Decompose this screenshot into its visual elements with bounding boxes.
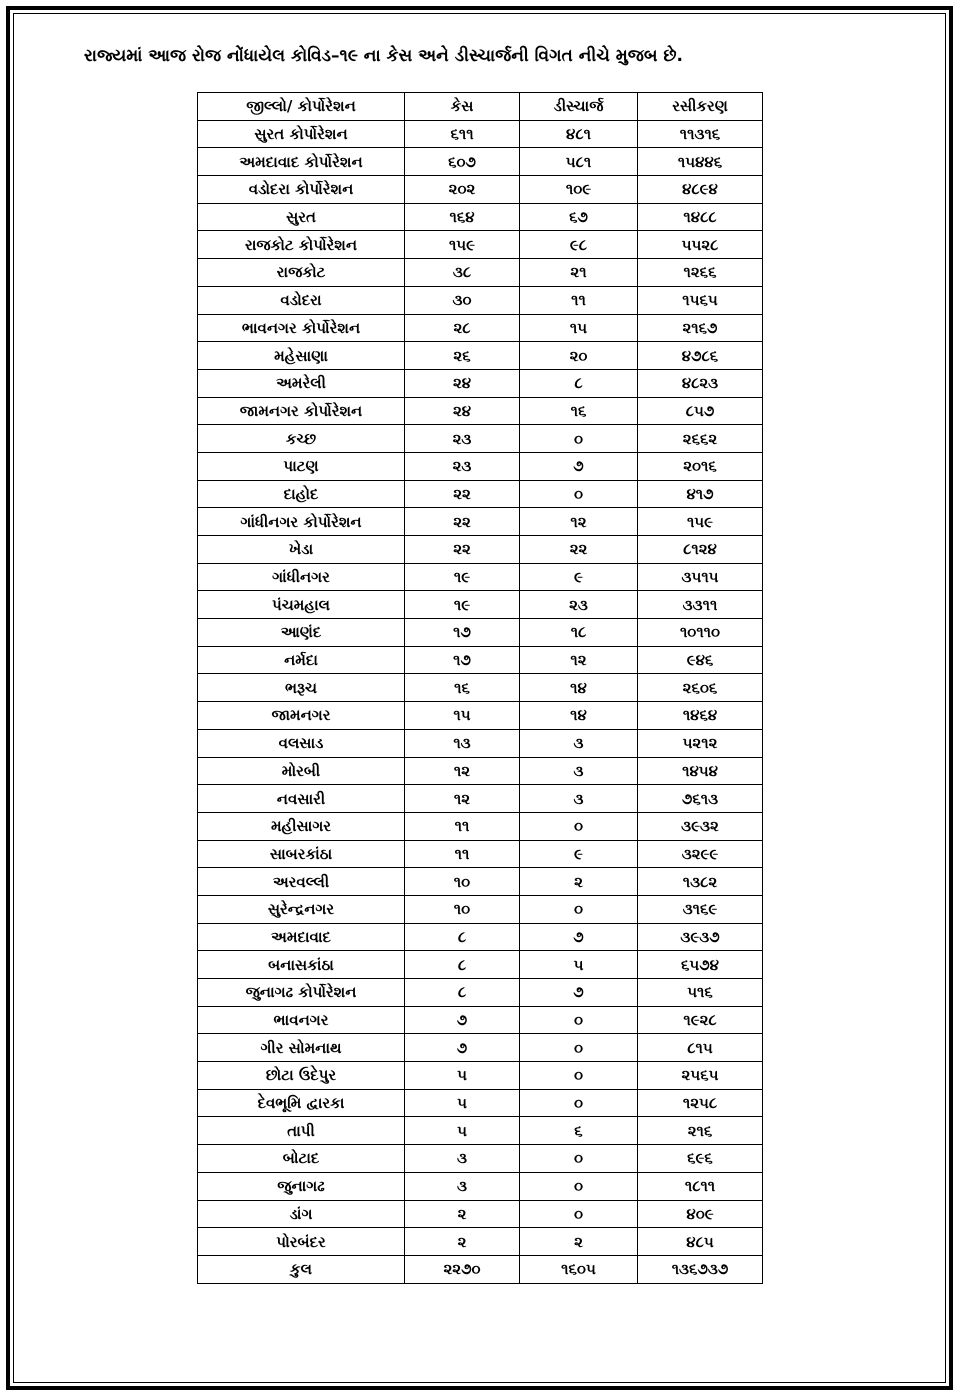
- cell-cases: ૧૨: [405, 757, 520, 785]
- cell-cases: ૮: [405, 979, 520, 1007]
- cell-cases: ૧૬૪: [405, 203, 520, 231]
- table-row: [198, 397, 763, 425]
- cell-vaccination: ૪૮૯૪: [638, 176, 763, 204]
- cell-cases: ૧૭: [405, 646, 520, 674]
- cell-discharge: ૭: [520, 979, 638, 1007]
- table-body: [198, 120, 763, 1283]
- cell-district: ગાંધીનગર: [198, 563, 405, 591]
- cell-district: રાજકોટ કોર્પોરેશન: [198, 231, 405, 259]
- cell-district: ભાવનગર: [198, 1006, 405, 1034]
- cell-vaccination: ૩૨૯૯: [638, 840, 763, 868]
- table-row: [198, 646, 763, 674]
- cell-cases: ૫: [405, 1117, 520, 1145]
- cell-vaccination: ૪૦૯: [638, 1200, 763, 1228]
- cell-vaccination: ૧૫૬૫: [638, 286, 763, 314]
- cell-vaccination: ૧૩૮૨: [638, 868, 763, 896]
- cell-vaccination: ૩૩૧૧: [638, 591, 763, 619]
- cell-cases: ૨: [405, 1200, 520, 1228]
- cell-vaccination: ૧૩૬૭૩૭: [638, 1255, 763, 1283]
- cell-discharge: ૧૮: [520, 619, 638, 647]
- table-row: [198, 1006, 763, 1034]
- table-row: [198, 619, 763, 647]
- cell-vaccination: ૪૧૭: [638, 480, 763, 508]
- cell-district: જામનગર: [198, 702, 405, 730]
- table-row: [198, 1062, 763, 1090]
- cell-cases: ૧૦: [405, 895, 520, 923]
- cell-vaccination: ૪૭૮૬: [638, 342, 763, 370]
- cell-district: વડોદરા: [198, 286, 405, 314]
- table-total-row: [198, 1255, 763, 1283]
- cell-district: બોટાદ: [198, 1145, 405, 1173]
- cell-discharge: ૩: [520, 785, 638, 813]
- cell-vaccination: ૧૨૫૮: [638, 1089, 763, 1117]
- cell-vaccination: ૧૫૪૪૬: [638, 148, 763, 176]
- table-row: [198, 729, 763, 757]
- cell-district: સુરેન્દ્રનગર: [198, 895, 405, 923]
- table-row: [198, 480, 763, 508]
- cell-district: ખેડા: [198, 536, 405, 564]
- cell-vaccination: ૫૧૬: [638, 979, 763, 1007]
- cell-discharge: ૧૨: [520, 646, 638, 674]
- cell-district: ડાંગ: [198, 1200, 405, 1228]
- cell-district: વલસાડ: [198, 729, 405, 757]
- cell-vaccination: ૧૦૧૧૦: [638, 619, 763, 647]
- cell-vaccination: ૩૧૬૯: [638, 895, 763, 923]
- cell-cases: ૨૩: [405, 425, 520, 453]
- table-row: [198, 785, 763, 813]
- table-row: [198, 674, 763, 702]
- table-row: [198, 840, 763, 868]
- cell-vaccination: ૨૬૦૬: [638, 674, 763, 702]
- cell-discharge: ૦: [520, 895, 638, 923]
- cell-discharge: ૨૨: [520, 536, 638, 564]
- cell-cases: ૭: [405, 1006, 520, 1034]
- cell-district: દેવભૂમિ દ્વારકા: [198, 1089, 405, 1117]
- table-row: [198, 452, 763, 480]
- cell-district: જુનાગઢ: [198, 1172, 405, 1200]
- cell-cases: ૭: [405, 1034, 520, 1062]
- cell-cases: ૩૦: [405, 286, 520, 314]
- cell-discharge: ૨૦: [520, 342, 638, 370]
- table-row: [198, 286, 763, 314]
- cell-district: બનાસકાંઠા: [198, 951, 405, 979]
- cell-cases: ૧૬: [405, 674, 520, 702]
- table-row: [198, 563, 763, 591]
- cell-discharge: ૫૮૧: [520, 148, 638, 176]
- cell-cases: ૧૫૯: [405, 231, 520, 259]
- cell-vaccination: ૩૫૧૫: [638, 563, 763, 591]
- cell-discharge: ૩: [520, 757, 638, 785]
- cell-discharge: ૯૮: [520, 231, 638, 259]
- cell-cases: ૨૩: [405, 452, 520, 480]
- cell-discharge: ૬૭: [520, 203, 638, 231]
- cell-district: તાપી: [198, 1117, 405, 1145]
- cell-vaccination: ૮૧૫: [638, 1034, 763, 1062]
- cell-district: અમદાવાદ: [198, 923, 405, 951]
- cell-district: કચ્છ: [198, 425, 405, 453]
- cell-district: જામનગર કોર્પોરેશન: [198, 397, 405, 425]
- cell-district: અમદાવાદ કોર્પોરેશન: [198, 148, 405, 176]
- cell-cases: ૧૫: [405, 702, 520, 730]
- cell-vaccination: ૧૪૮૮: [638, 203, 763, 231]
- table-row: [198, 148, 763, 176]
- cell-district: સુરત કોર્પોરેશન: [198, 120, 405, 148]
- cell-discharge: ૨૧: [520, 259, 638, 287]
- cell-cases: ૫: [405, 1089, 520, 1117]
- cell-district: ભાવનગર કોર્પોરેશન: [198, 314, 405, 342]
- table-row: [198, 508, 763, 536]
- table-row: [198, 342, 763, 370]
- cell-discharge: ૮: [520, 369, 638, 397]
- cell-district: વડોદરા કોર્પોરેશન: [198, 176, 405, 204]
- cell-vaccination: ૬૯૬: [638, 1145, 763, 1173]
- cell-district: કુલ: [198, 1255, 405, 1283]
- table-row: [198, 1200, 763, 1228]
- cell-cases: ૩: [405, 1145, 520, 1173]
- cell-vaccination: ૧૪૫૪: [638, 757, 763, 785]
- cell-cases: ૨૦૨: [405, 176, 520, 204]
- cell-cases: ૨૨: [405, 480, 520, 508]
- cell-cases: ૧૧: [405, 840, 520, 868]
- header-discharge: ડીસ્ચાર્જ: [520, 93, 638, 121]
- cell-vaccination: ૧૨૬૬: [638, 259, 763, 287]
- cell-vaccination: ૩૯૩૨: [638, 812, 763, 840]
- cell-district: આણંદ: [198, 619, 405, 647]
- cell-district: ભરૂચ: [198, 674, 405, 702]
- cell-cases: ૮: [405, 951, 520, 979]
- table-row: [198, 369, 763, 397]
- cell-district: મહીસાગર: [198, 812, 405, 840]
- cell-cases: ૬૦૭: [405, 148, 520, 176]
- cell-discharge: ૧૪: [520, 674, 638, 702]
- cell-vaccination: ૭૬૧૩: [638, 785, 763, 813]
- cell-discharge: ૨: [520, 868, 638, 896]
- cell-discharge: ૦: [520, 1172, 638, 1200]
- cell-discharge: ૯: [520, 563, 638, 591]
- cell-district: અરવલ્લી: [198, 868, 405, 896]
- table-row: [198, 591, 763, 619]
- cell-vaccination: ૮૧૨૪: [638, 536, 763, 564]
- cell-discharge: ૦: [520, 1006, 638, 1034]
- cell-discharge: ૭: [520, 923, 638, 951]
- cell-vaccination: ૪૮૫: [638, 1228, 763, 1256]
- cell-district: છોટા ઉદેપુર: [198, 1062, 405, 1090]
- cell-cases: ૨૮: [405, 314, 520, 342]
- cell-district: ગાંધીનગર કોર્પોરેશન: [198, 508, 405, 536]
- header-cases: કેસ: [405, 93, 520, 121]
- table-row: [198, 259, 763, 287]
- cell-vaccination: ૩૯૩૭: [638, 923, 763, 951]
- table-row: [198, 536, 763, 564]
- cell-discharge: ૧૬૦૫: [520, 1255, 638, 1283]
- table-row: [198, 1034, 763, 1062]
- table-row: [198, 923, 763, 951]
- cell-cases: ૧૯: [405, 563, 520, 591]
- table-row: [198, 757, 763, 785]
- cell-cases: ૮: [405, 923, 520, 951]
- cell-cases: ૧૦: [405, 868, 520, 896]
- covid-district-table: [197, 92, 763, 1284]
- header-vaccination: રસીકરણ: [638, 93, 763, 121]
- cell-discharge: ૪૮૧: [520, 120, 638, 148]
- cell-vaccination: ૨૧૬: [638, 1117, 763, 1145]
- cell-district: અમરેલી: [198, 369, 405, 397]
- cell-district: નવસારી: [198, 785, 405, 813]
- cell-discharge: ૦: [520, 812, 638, 840]
- cell-cases: ૧૧: [405, 812, 520, 840]
- cell-vaccination: ૨૬૬૨: [638, 425, 763, 453]
- table-row: [198, 231, 763, 259]
- table-row: [198, 895, 763, 923]
- cell-cases: ૧૩: [405, 729, 520, 757]
- cell-vaccination: ૨૧૬૭: [638, 314, 763, 342]
- cell-vaccination: ૪૮૨૩: [638, 369, 763, 397]
- cell-discharge: ૩: [520, 729, 638, 757]
- table-header-row: [198, 93, 763, 121]
- cell-discharge: ૦: [520, 1200, 638, 1228]
- cell-vaccination: ૧૫૯: [638, 508, 763, 536]
- cell-cases: ૧૭: [405, 619, 520, 647]
- table-row: [198, 812, 763, 840]
- cell-discharge: ૦: [520, 1062, 638, 1090]
- cell-cases: ૨૨૭૦: [405, 1255, 520, 1283]
- cell-discharge: ૫: [520, 951, 638, 979]
- table-row: [198, 1228, 763, 1256]
- table-row: [198, 1117, 763, 1145]
- cell-district: ગીર સોમનાથ: [198, 1034, 405, 1062]
- cell-cases: ૬૧૧: [405, 120, 520, 148]
- cell-district: જુનાગઢ કોર્પોરેશન: [198, 979, 405, 1007]
- cell-district: પંચમહાલ: [198, 591, 405, 619]
- cell-cases: ૨૨: [405, 508, 520, 536]
- cell-vaccination: ૧૯૨૮: [638, 1006, 763, 1034]
- cell-district: સુરત: [198, 203, 405, 231]
- cell-vaccination: ૫૨૧૨: [638, 729, 763, 757]
- cell-discharge: ૬: [520, 1117, 638, 1145]
- cell-district: રાજકોટ: [198, 259, 405, 287]
- cell-cases: ૨૪: [405, 397, 520, 425]
- cell-cases: ૨૬: [405, 342, 520, 370]
- cell-vaccination: ૧૧૩૧૬: [638, 120, 763, 148]
- table-row: [198, 176, 763, 204]
- cell-vaccination: ૯૪૬: [638, 646, 763, 674]
- table-row: [198, 314, 763, 342]
- cell-district: પોરબંદર: [198, 1228, 405, 1256]
- header-district: જીલ્લો/ કોર્પોરેશન: [198, 93, 405, 121]
- cell-district: મહેસાણા: [198, 342, 405, 370]
- cell-district: દાહોદ: [198, 480, 405, 508]
- table-row: [198, 1089, 763, 1117]
- cell-discharge: ૭: [520, 452, 638, 480]
- cell-discharge: ૧૬: [520, 397, 638, 425]
- table-row: [198, 1145, 763, 1173]
- cell-vaccination: ૬૫૭૪: [638, 951, 763, 979]
- cell-vaccination: ૧૪૬૪: [638, 702, 763, 730]
- cell-cases: ૨: [405, 1228, 520, 1256]
- cell-district: સાબરકાંઠા: [198, 840, 405, 868]
- cell-cases: ૧૨: [405, 785, 520, 813]
- cell-discharge: ૧૧: [520, 286, 638, 314]
- table-row: [198, 979, 763, 1007]
- cell-discharge: ૨૩: [520, 591, 638, 619]
- cell-discharge: ૦: [520, 1145, 638, 1173]
- table-row: [198, 702, 763, 730]
- cell-district: પાટણ: [198, 452, 405, 480]
- cell-discharge: ૦: [520, 480, 638, 508]
- cell-vaccination: ૨૦૧૬: [638, 452, 763, 480]
- cell-discharge: ૧૦૯: [520, 176, 638, 204]
- cell-cases: ૫: [405, 1062, 520, 1090]
- cell-discharge: ૨: [520, 1228, 638, 1256]
- table-row: [198, 1172, 763, 1200]
- table-row: [198, 868, 763, 896]
- cell-cases: ૨૨: [405, 536, 520, 564]
- page-title: રાજ્યમાં આજ રોજ નોંધાયેલ કોવિડ–૧૯ ના કેસ અને ડીસ્ચાર્જની વિગત નીચે મુજબ છે.: [84, 46, 683, 66]
- cell-discharge: ૯: [520, 840, 638, 868]
- cell-cases: ૩૮: [405, 259, 520, 287]
- cell-discharge: ૧૪: [520, 702, 638, 730]
- cell-vaccination: ૧૮૧૧: [638, 1172, 763, 1200]
- cell-discharge: ૧૫: [520, 314, 638, 342]
- cell-discharge: ૦: [520, 1034, 638, 1062]
- cell-cases: ૩: [405, 1172, 520, 1200]
- cell-vaccination: ૨૫૬૫: [638, 1062, 763, 1090]
- cell-vaccination: ૫૫૨૮: [638, 231, 763, 259]
- table-row: [198, 951, 763, 979]
- cell-discharge: ૧૨: [520, 508, 638, 536]
- cell-district: મોરબી: [198, 757, 405, 785]
- table-row: [198, 120, 763, 148]
- table-row: [198, 203, 763, 231]
- cell-discharge: ૦: [520, 425, 638, 453]
- cell-district: નર્મદા: [198, 646, 405, 674]
- table-row: [198, 425, 763, 453]
- cell-cases: ૨૪: [405, 369, 520, 397]
- cell-vaccination: ૮૫૭: [638, 397, 763, 425]
- cell-cases: ૧૯: [405, 591, 520, 619]
- cell-discharge: ૦: [520, 1089, 638, 1117]
